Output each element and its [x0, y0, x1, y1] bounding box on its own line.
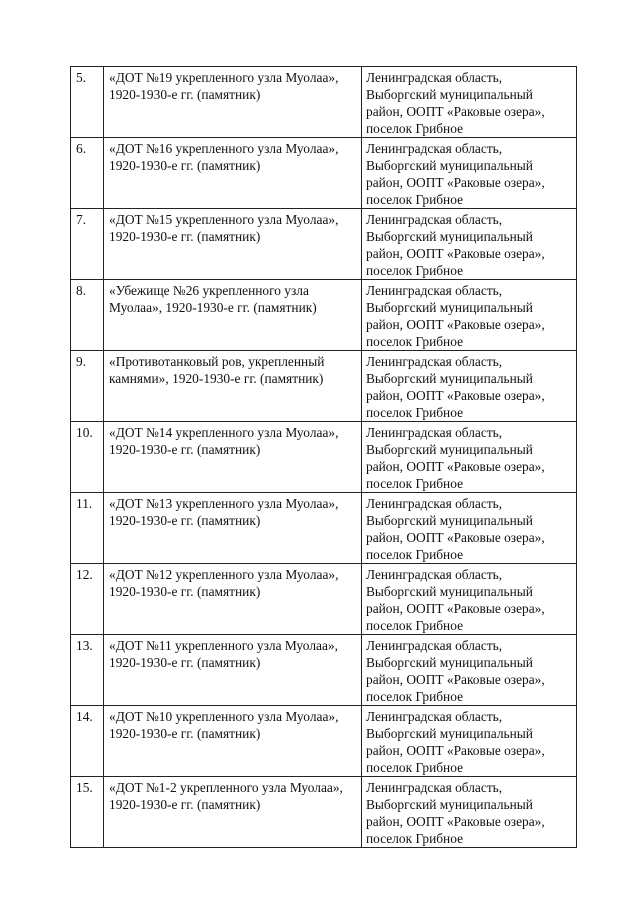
monument-name-line: «ДОТ №12 укрепленного узла Муолаа»,	[109, 567, 339, 582]
location-cell	[362, 777, 577, 848]
location-line: поселок Грибное	[366, 689, 464, 704]
monument-name-cell	[104, 564, 362, 635]
monument-name-line: «Убежище №26 укрепленного узла	[109, 283, 309, 298]
location	[362, 422, 576, 492]
monument-name-line: 1920-1930-е гг. (памятник)	[109, 513, 261, 528]
monument-name	[104, 564, 361, 600]
row-number: 13.	[76, 638, 93, 653]
row-number: 14.	[76, 709, 93, 724]
row-number: 6.	[76, 141, 87, 156]
location-line: Выборгский муниципальный	[366, 300, 533, 315]
table-row	[71, 564, 577, 635]
table-row	[71, 422, 577, 493]
monument-name-line: «ДОТ №11 укрепленного узла Муолаа»,	[109, 638, 338, 653]
table-row	[71, 706, 577, 777]
row-number-cell	[71, 706, 104, 777]
location-line: район, ООПТ «Раковые озера»,	[366, 104, 545, 119]
monument-name-line: 1920-1930-е гг. (памятник)	[109, 726, 261, 741]
row-number-cell	[71, 493, 104, 564]
monument-name	[104, 706, 361, 742]
row-number: 15.	[76, 780, 93, 795]
monument-name-cell	[104, 209, 362, 280]
monument-name-line: «ДОТ №1-2 укрепленного узла Муолаа»,	[109, 780, 343, 795]
location	[362, 777, 576, 847]
location-line: Выборгский муниципальный	[366, 371, 533, 386]
location-line: Выборгский муниципальный	[366, 655, 533, 670]
row-number: 8.	[76, 283, 87, 298]
row-number-cell	[71, 67, 104, 138]
monument-name-line: 1920-1930-е гг. (памятник)	[109, 584, 261, 599]
location-line: Ленинградская область,	[366, 141, 503, 156]
location-line: Выборгский муниципальный	[366, 513, 533, 528]
row-number: 12.	[76, 567, 93, 582]
location-line: поселок Грибное	[366, 760, 464, 775]
monument-name-line: «ДОТ №15 укрепленного узла Муолаа»,	[109, 212, 339, 227]
monument-name	[104, 422, 361, 458]
row-number: 10.	[76, 425, 93, 440]
location-line: район, ООПТ «Раковые озера»,	[366, 672, 545, 687]
location-line: Ленинградская область,	[366, 283, 503, 298]
location-cell	[362, 493, 577, 564]
monument-name-cell	[104, 706, 362, 777]
location-line: район, ООПТ «Раковые озера»,	[366, 317, 545, 332]
monument-name	[104, 280, 361, 316]
location	[362, 351, 576, 421]
monument-name-line: 1920-1930-е гг. (памятник)	[109, 442, 261, 457]
location-cell	[362, 138, 577, 209]
table-row	[71, 67, 577, 138]
location-line: район, ООПТ «Раковые озера»,	[366, 246, 545, 261]
location-line: Ленинградская область,	[366, 709, 503, 724]
row-number: 11.	[76, 496, 93, 511]
location-line: район, ООПТ «Раковые озера»,	[366, 814, 545, 829]
location-line: Выборгский муниципальный	[366, 442, 533, 457]
monument-name-cell	[104, 777, 362, 848]
location-line: поселок Грибное	[366, 121, 464, 136]
location-line: Ленинградская область,	[366, 496, 503, 511]
location	[362, 67, 576, 137]
monument-name-line: «Противотанковый ров, укрепленный	[109, 354, 325, 369]
location-line: Выборгский муниципальный	[366, 229, 533, 244]
location-line: поселок Грибное	[366, 618, 464, 633]
location-cell	[362, 280, 577, 351]
monument-name-cell	[104, 351, 362, 422]
location	[362, 635, 576, 705]
monument-name-line: 1920-1930-е гг. (памятник)	[109, 87, 261, 102]
monument-name-line: 1920-1930-е гг. (памятник)	[109, 655, 261, 670]
location-line: поселок Грибное	[366, 405, 464, 420]
row-number-cell	[71, 422, 104, 493]
location-cell	[362, 564, 577, 635]
location-line: Выборгский муниципальный	[366, 797, 533, 812]
location	[362, 493, 576, 563]
row-number: 9.	[76, 354, 87, 369]
location-line: район, ООПТ «Раковые озера»,	[366, 601, 545, 616]
monument-name	[104, 493, 361, 529]
row-number-cell	[71, 280, 104, 351]
monument-name-line: «ДОТ №16 укрепленного узла Муолаа»,	[109, 141, 339, 156]
location-cell	[362, 351, 577, 422]
row-number-cell	[71, 138, 104, 209]
location-cell	[362, 209, 577, 280]
location-line: Ленинградская область,	[366, 638, 503, 653]
table-row	[71, 138, 577, 209]
location-line: район, ООПТ «Раковые озера»,	[366, 743, 545, 758]
monuments-table-body	[71, 67, 577, 848]
monument-name	[104, 67, 361, 103]
monument-name-line: Муолаа», 1920-1930-е гг. (памятник)	[109, 300, 317, 315]
monument-name-line: «ДОТ №14 укрепленного узла Муолаа»,	[109, 425, 339, 440]
location-line: Выборгский муниципальный	[366, 584, 533, 599]
location-line: район, ООПТ «Раковые озера»,	[366, 388, 545, 403]
location-line: район, ООПТ «Раковые озера»,	[366, 459, 545, 474]
monument-name-cell	[104, 280, 362, 351]
location-line: поселок Грибное	[366, 263, 464, 278]
location-line: Ленинградская область,	[366, 212, 503, 227]
monument-name-line: камнями», 1920-1930-е гг. (памятник)	[109, 371, 324, 386]
monument-name-line: 1920-1930-е гг. (памятник)	[109, 229, 261, 244]
monument-name-line: 1920-1930-е гг. (памятник)	[109, 797, 261, 812]
location-cell	[362, 67, 577, 138]
location-line: район, ООПТ «Раковые озера»,	[366, 530, 545, 545]
table-row	[71, 209, 577, 280]
monument-name-cell	[104, 422, 362, 493]
row-number: 7.	[76, 212, 87, 227]
monument-name	[104, 209, 361, 245]
monument-name	[104, 138, 361, 174]
monument-name	[104, 777, 361, 813]
location-line: Ленинградская область,	[366, 567, 503, 582]
monument-name-line: «ДОТ №19 укрепленного узла Муолаа»,	[109, 70, 339, 85]
location-line: Ленинградская область,	[366, 354, 503, 369]
monument-name-line: «ДОТ №10 укрепленного узла Муолаа»,	[109, 709, 339, 724]
location-line: Ленинградская область,	[366, 425, 503, 440]
monument-name-cell	[104, 493, 362, 564]
table-row	[71, 493, 577, 564]
table-row	[71, 777, 577, 848]
row-number-cell	[71, 564, 104, 635]
location-line: поселок Грибное	[366, 476, 464, 491]
location-line: Выборгский муниципальный	[366, 87, 533, 102]
row-number-cell	[71, 209, 104, 280]
location	[362, 280, 576, 350]
location	[362, 706, 576, 776]
row-number-cell	[71, 351, 104, 422]
monuments-table	[70, 66, 577, 848]
row-number: 5.	[76, 70, 87, 85]
table-row	[71, 351, 577, 422]
row-number-cell	[71, 777, 104, 848]
monument-name-cell	[104, 635, 362, 706]
location-line: поселок Грибное	[366, 547, 464, 562]
location-line: поселок Грибное	[366, 334, 464, 349]
monument-name-cell	[104, 138, 362, 209]
table-row	[71, 280, 577, 351]
monument-name	[104, 351, 361, 387]
location	[362, 138, 576, 208]
location-line: поселок Грибное	[366, 831, 464, 846]
monument-name-cell	[104, 67, 362, 138]
monument-name-line: 1920-1930-е гг. (памятник)	[109, 158, 261, 173]
location-line: Ленинградская область,	[366, 780, 503, 795]
row-number-cell	[71, 635, 104, 706]
location-line: Выборгский муниципальный	[366, 158, 533, 173]
location-cell	[362, 706, 577, 777]
location	[362, 209, 576, 279]
location-line: Ленинградская область,	[366, 70, 503, 85]
location-line: район, ООПТ «Раковые озера»,	[366, 175, 545, 190]
monument-name-line: «ДОТ №13 укрепленного узла Муолаа»,	[109, 496, 339, 511]
monument-name	[104, 635, 361, 671]
location-line: Выборгский муниципальный	[366, 726, 533, 741]
location-cell	[362, 635, 577, 706]
table-row	[71, 635, 577, 706]
location-line: поселок Грибное	[366, 192, 464, 207]
location-cell	[362, 422, 577, 493]
location	[362, 564, 576, 634]
